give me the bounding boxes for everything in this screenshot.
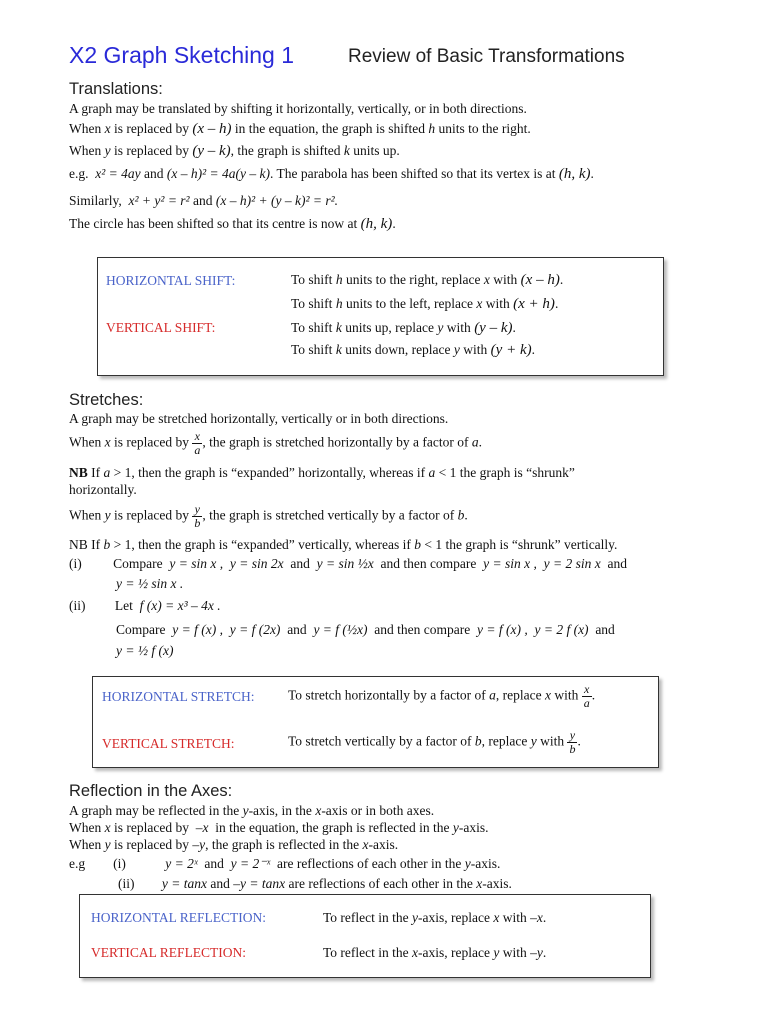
reflection-intro: A graph may be reflected in the y-axis, in the x-axis or in both axes. [69,803,435,818]
stretches-intro: A graph may be stretched horizontally, vertically or in both directions. [69,411,449,426]
stretches-example-i-cont: y = ½ sin x . [116,576,184,591]
stretches-example-ii-compare: Compare y = f (x) , y = f (2x) and y = f (½x) and then compare y = f (x) , y = 2 f (x) and [116,622,615,637]
vertical-shift-label: VERTICAL SHIFT: [106,320,216,335]
x-over-a-fraction: $\frac{x}{a}$ [583,682,590,710]
y-over-b-fraction: $\frac{y}{b}$ [569,728,576,756]
stretch-summary-box [92,676,659,768]
reflection-heading: Reflection in the Axes: [69,782,233,800]
stretches-nb1-line: NB If a > 1, then the graph is “expanded” horizontally, whereas if a < 1 the graph is “shrunk” [69,465,575,480]
vertical-stretch-label: VERTICAL STRETCH: [102,736,235,751]
translations-intro: A graph may be translated by shifting it horizontally, vertically, or in both directions. [69,101,527,116]
translations-circle-line: The circle has been shifted so that its centre is now at (h, k). [69,216,396,232]
horizontal-shift-label: HORIZONTAL SHIFT: [106,273,236,288]
horizontal-reflection-label: HORIZONTAL REFLECTION: [91,910,267,925]
vertical-reflection-label: VERTICAL REFLECTION: [91,945,247,960]
translations-eg-line: e.g. x² = 4ay and (x – h)² = 4a(y – k). The parabola has been shifted so that its vertex is at (h, k). [69,166,594,182]
shift-down-rule: To shift k units down, replace y with (y + k). [291,342,535,358]
translations-y-line: When y is replaced by (y – k), the graph is shifted k units up. [69,143,400,159]
stretches-nb2-line: NB If b > 1, then the graph is “expanded” vertically, whereas if b < 1 the graph is “shrunk” vertically. [69,537,618,552]
shift-up-rule: To shift k units up, replace y with (y – k). [291,320,516,336]
stretches-y-line: When y is replaced by $\frac{y}{b}$ , the graph is stretched vertically by a factor of b. [69,502,468,530]
vertical-stretch-rule: To stretch vertically by a factor of b, replace y with $\frac{y}{b}$ . [288,728,581,756]
shift-summary-box [97,257,664,376]
stretches-nb1-cont: horizontally. [69,482,137,497]
x-over-a-fraction: $\frac{x}{a}$ [194,429,201,457]
horizontal-reflection-rule: To reflect in the y-axis, replace x with –x. [323,910,547,925]
reflection-example-ii: (ii) y = tanx and –y = tanx are reflections of each other in the x-axis. [118,876,512,891]
horizontal-stretch-rule: To stretch horizontally by a factor of a, replace x with $\frac{x}{a}$ . [288,682,596,710]
translations-x-line: When x is replaced by (x – h) in the equation, the graph is shifted h units to the right. [69,121,531,137]
translations-heading: Translations: [69,80,163,98]
stretches-example-ii-cont: y = ½ f (x) [116,643,174,658]
translations-similarly-line: Similarly, x² + y² = r² and (x – h)² + (y – k)² = r². [69,193,339,208]
reflection-x-line: When x is replaced by –x in the equation, the graph is reflected in the y-axis. [69,820,489,835]
reflection-example-i: e.g (i) y = 2ˣ and y = 2⁻ˣ are reflections of each other in the y-axis. [69,856,501,871]
reflection-summary-box [79,894,651,978]
page-title: X2 Graph Sketching 1 [69,42,295,68]
stretches-example-i: (i) Compare y = sin x , y = sin 2x and y = sin ½x and then compare y = sin x , y = 2 sin x and [69,556,628,571]
stretches-x-line: When x is replaced by $\frac{x}{a}$ , the graph is stretched horizontally by a factor of a. [69,429,482,457]
reflection-y-line: When y is replaced by –y, the graph is reflected in the x-axis. [69,837,399,852]
stretches-heading: Stretches: [69,391,144,409]
shift-left-rule: To shift h units to the left, replace x with (x + h). [291,296,559,312]
stretches-example-ii: (ii) Let f (x) = x³ – 4x . [69,598,221,613]
page-subtitle: Review of Basic Transformations [348,46,625,67]
shift-right-rule: To shift h units to the right, replace x with (x – h). [291,272,564,288]
vertical-reflection-rule: To reflect in the x-axis, replace y with –y. [323,945,547,960]
horizontal-stretch-label: HORIZONTAL STRETCH: [102,689,255,704]
y-over-b-fraction: $\frac{y}{b}$ [194,502,201,530]
